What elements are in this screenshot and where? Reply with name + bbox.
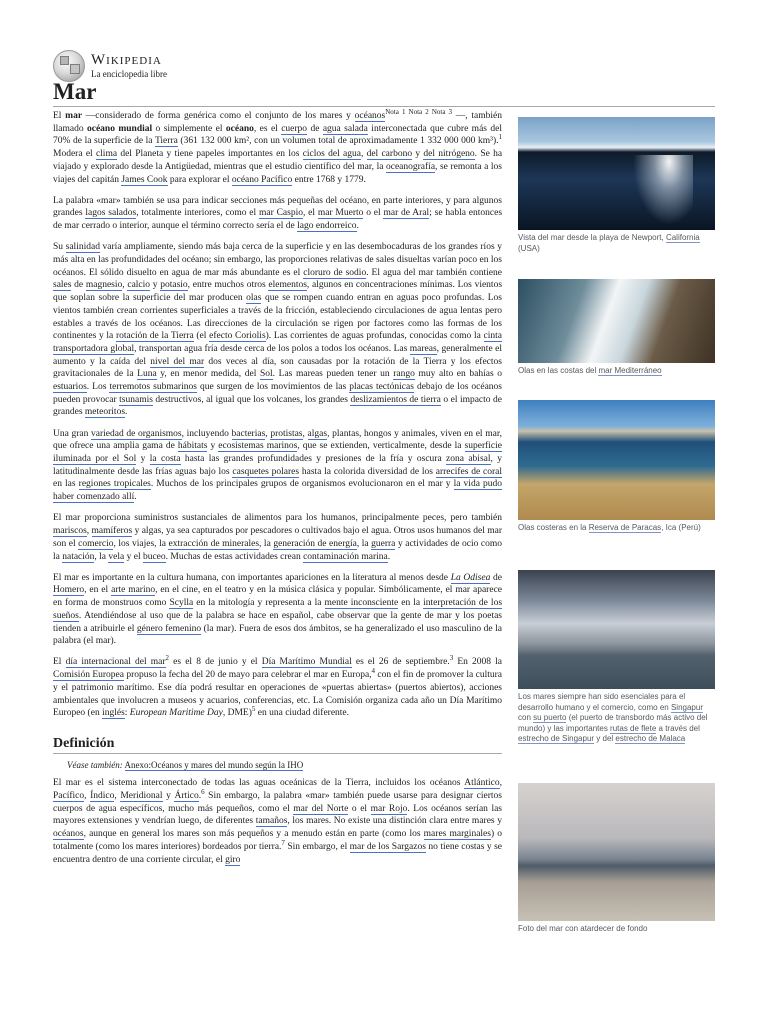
text-run: , totalmente interiores, como el: [136, 208, 259, 219]
article-link[interactable]: La Odisea: [450, 572, 491, 583]
paragraph: [53, 512, 502, 563]
article-link[interactable]: calcio: [127, 280, 151, 291]
footnote-ref[interactable]: 4: [371, 666, 376, 675]
text-run: mar: [65, 111, 83, 121]
article-link[interactable]: Pacífico: [53, 791, 85, 802]
article-link[interactable]: tamaños: [255, 816, 288, 827]
figure-caption: [518, 366, 715, 377]
text-run: (el puerto de transbordo más activo del mundo) y las importantes: [518, 713, 708, 733]
article-link[interactable]: estrecho de Malaca: [615, 734, 686, 743]
text-run: y: [136, 454, 150, 465]
text-run: , generalmente el aumento y la caída del: [53, 343, 502, 367]
text-run: El mar es el sistema interconectado de todas las aguas oceánicas de la Tierra, incluidos los océanos: [53, 778, 465, 789]
text-run: European Maritime Day: [129, 708, 223, 719]
text-run: La palabra «mar» también se usa para indicar secciones más pequeñas del océano, en parte interiores, y para algunos grandes: [53, 195, 502, 219]
article-link[interactable]: mar de los Sargazos: [349, 841, 426, 852]
article-link[interactable]: sales: [53, 280, 72, 291]
text-run: es el 8 de junio y el: [169, 657, 262, 668]
text-run: o el: [363, 208, 384, 219]
article-link[interactable]: cloruro de sodio: [303, 267, 367, 278]
footnote-ref[interactable]: 7: [281, 838, 285, 847]
text-run: , es el: [253, 123, 282, 134]
article-link[interactable]: variedad de organismos: [91, 428, 182, 439]
article-link[interactable]: Tierra: [154, 136, 178, 147]
text-run: , incluyendo: [181, 428, 232, 439]
text-run: Foto del mar con atardecer de fondo: [518, 924, 648, 933]
article-link[interactable]: la vida pudo haber comenzado allí: [53, 479, 502, 503]
article-link[interactable]: mariscos: [53, 526, 87, 537]
text-run: es el 26 de septiembre.: [351, 657, 450, 668]
article-link[interactable]: mar Rojo: [370, 803, 408, 814]
article-link[interactable]: lago endorreico: [297, 221, 357, 232]
article-link[interactable]: Ártico: [174, 791, 199, 802]
wikipedia-wordmark: [91, 53, 167, 79]
text-run: en las: [53, 479, 79, 490]
paragraph: [53, 428, 502, 504]
text-run: (la mar). Fuera de esos dos ámbitos, se ha generalizado el uso masculino de la palabra (el mar).: [53, 623, 502, 647]
text-run: ,: [114, 791, 121, 802]
text-run: y: [412, 149, 424, 160]
article-link[interactable]: Homero: [53, 585, 85, 596]
text-run: , en el: [84, 585, 112, 596]
text-run: , entre muchos otros: [187, 280, 269, 291]
article-link[interactable]: oceanografía: [385, 161, 436, 172]
hatnote-link[interactable]: Anexo:Océanos y mares del mundo según la IHO: [124, 759, 304, 770]
article-link[interactable]: algas: [307, 428, 328, 439]
article-link[interactable]: océano Pacífico: [231, 174, 293, 185]
photo-sea-sunset[interactable]: [518, 783, 715, 921]
text-run: , y latitudinalmente desde las frías aguas bajo los: [53, 454, 503, 477]
article-link[interactable]: California: [665, 233, 700, 242]
article-link[interactable]: potasio: [160, 280, 188, 291]
article-link[interactable]: zona abisal: [446, 454, 491, 465]
text-run: con: [518, 713, 534, 722]
text-run: que se rompen cuando entran en aguas poco profundas. Los vientos también crean corrientes superficiales a través de la fricción, estableciendo circulaciones de agua lentas pero estables a través de los océanos. Las direcciones de la circulación se rigen por factores como las formas de los continentes y la: [53, 293, 502, 342]
paragraph: [53, 572, 502, 648]
text-run: para explorar el: [167, 174, 232, 185]
article-body: [53, 107, 503, 875]
page-title: Mar: [53, 78, 715, 107]
text-run: , la: [356, 538, 372, 549]
article-link[interactable]: día internacional del mar: [65, 657, 166, 668]
text-run: (361 132 000 km², con un volumen total de aproximadamente 1 332 000 000 km³).: [177, 136, 499, 147]
text-run: no tiene costas y se encuentra dentro de una corriente circular, el: [53, 841, 502, 865]
article-link[interactable]: bacterias: [231, 428, 266, 439]
article-link[interactable]: magnesio: [85, 280, 123, 291]
paragraph: [53, 656, 502, 720]
text-run: , en el cine, en el teatro y en la música clásica y popular. Simbólicamente, el mar aparece en forma de monstruos como: [53, 585, 503, 609]
figure-newport: [518, 117, 715, 254]
text-run: Los mares siempre han sido esenciales para el desarrollo humano y el comercio, como en: [518, 692, 686, 712]
figure-sunset: [518, 783, 715, 935]
article-link[interactable]: mente inconsciente: [324, 598, 399, 609]
text-run: Sin embargo, el: [284, 841, 350, 852]
article-link[interactable]: mar del Norte: [293, 803, 349, 814]
text-run: —, también llamado: [53, 111, 502, 134]
photo-waves-mediterranean[interactable]: [518, 279, 715, 363]
article-link[interactable]: superficie iluminada por el Sol: [53, 441, 502, 465]
article-link[interactable]: agua salada: [322, 123, 368, 134]
text-run: , plantas, hongos y animales, viven en el mar, que ofrece una amplia gama de: [53, 428, 502, 452]
paragraph: [53, 195, 502, 233]
article-link[interactable]: protistas: [270, 428, 303, 439]
text-run: .: [356, 221, 359, 232]
text-run: océano mundial: [87, 123, 153, 134]
article-link[interactable]: giro: [225, 854, 241, 865]
article-link[interactable]: la costa: [149, 454, 181, 465]
text-run: . Atendiéndose al uso que de la palabra se hace en español, cabe observar que la gente de mar y los poetas tienden a atribuirle el: [53, 610, 502, 634]
photo-paracas-coast[interactable]: [518, 400, 715, 520]
text-run: en la mitología y representa a la: [193, 598, 325, 609]
figure-singapore: [518, 570, 715, 745]
text-run: , que se extienden, verticalmente, desde la: [297, 441, 465, 452]
article-link[interactable]: tsunamis: [119, 394, 153, 405]
text-run: , transportan agua fría desde cerca de los polos a todos los océanos. Las: [134, 343, 410, 354]
text-run: propuso la fecha del 20 de mayo para celebrar el mar en Europa,: [124, 670, 372, 681]
article-link[interactable]: su puerto: [533, 713, 567, 722]
article-link[interactable]: contaminación marina: [303, 551, 388, 562]
article-link[interactable]: Reserva de Paracas: [588, 523, 662, 532]
text-run: (USA): [518, 243, 540, 253]
text-run: de: [490, 572, 503, 583]
text-run: ,: [302, 428, 308, 439]
article-link[interactable]: estrecho de Singapur: [518, 734, 595, 743]
paragraph: [53, 107, 503, 186]
article-link[interactable]: casquetes polares: [232, 466, 300, 477]
article-link[interactable]: mar Mediterráneo: [598, 366, 662, 375]
text-run: de: [71, 280, 86, 291]
text-run: .: [198, 791, 202, 802]
article-link[interactable]: extracción de minerales: [168, 538, 260, 549]
article-link[interactable]: James Cook: [121, 174, 168, 185]
text-run: y el: [124, 551, 143, 562]
article-link[interactable]: buceo: [142, 551, 166, 562]
article-link[interactable]: cinta transportadora global: [53, 331, 502, 354]
article-link[interactable]: Sol: [259, 369, 273, 380]
text-run: destructivos, al igual que los volcanes, los grandes: [152, 394, 351, 405]
text-run: El: [53, 111, 66, 121]
article-link[interactable]: placas tectónicas: [349, 382, 414, 393]
text-run: hasta las grandes profundidades y presiones de la fría y oscura: [180, 454, 447, 465]
text-run: debajo de los océanos pueden provocar: [53, 382, 503, 405]
footnote-ref[interactable]: Nota 1 Nota 2 Nota 3: [385, 107, 453, 116]
text-run: . Muchas de estas actividades crean: [165, 551, 304, 562]
text-run: ,: [86, 526, 92, 537]
article-link[interactable]: clima: [95, 149, 118, 160]
footnote-ref[interactable]: 6: [201, 787, 205, 796]
figure-caption: [518, 233, 715, 254]
article-link[interactable]: estuarios: [53, 382, 87, 393]
footnote-ref[interactable]: 2: [165, 654, 170, 663]
text-run: con el fin de promover la cultura y el patrimonio marítimo. Ese día podrá resultar en operaciones de «puertas abiertas» (puertos abiertos), acciones ambientales que involucren a museos y acuarios, conferencias, etc. La Comisión organiza cada año un Día Marítimo Europeo (en: [53, 670, 502, 719]
paragraph: [53, 241, 502, 419]
article-link[interactable]: mar de Aral: [383, 208, 430, 219]
article-link[interactable]: océanos: [354, 111, 386, 121]
figure-caption: [518, 692, 715, 745]
text-run: Olas en las costas del: [518, 366, 599, 375]
text-run: Vista del mar desde la playa de Newport,: [518, 233, 666, 242]
article-link[interactable]: género femenino: [136, 623, 202, 634]
article-link[interactable]: meteoritos: [84, 407, 126, 418]
article-link[interactable]: lagos salados: [85, 208, 137, 219]
article-link[interactable]: inglés: [102, 708, 125, 719]
article-link[interactable]: Atlántico: [464, 778, 500, 789]
text-run: .: [134, 492, 137, 503]
article-link[interactable]: arrecifes de coral: [435, 466, 502, 477]
article-link[interactable]: del nitrógeno: [423, 149, 475, 160]
text-run: . Muchos de los principales grupos de organismos evolucionaron en el mar y: [150, 479, 454, 490]
article-link[interactable]: rango: [393, 369, 415, 380]
text-run: , los mares. No existe una distinción clara entre mares y: [287, 816, 502, 827]
text-run: . Los: [86, 382, 110, 393]
article-link[interactable]: Meridional: [120, 791, 163, 802]
text-run: o simplemente el: [152, 123, 226, 134]
text-run: en una ciudad diferente.: [255, 708, 350, 719]
text-run: . Las mareas pueden tener un: [272, 369, 394, 380]
footnote-ref[interactable]: 1: [498, 133, 503, 142]
text-run: , se remonta a los viajes del capitán: [53, 161, 502, 185]
article-link[interactable]: Día Marítimo Mundial: [261, 657, 352, 668]
article-link[interactable]: deslizamientos de tierra: [350, 394, 441, 405]
text-run: ,: [360, 149, 367, 160]
article-link[interactable]: generación de energía: [273, 538, 357, 549]
article-link[interactable]: rotación de la Tierra: [115, 331, 194, 342]
article-link[interactable]: comercio: [78, 538, 114, 549]
article-link[interactable]: del carbono: [366, 149, 413, 160]
text-run: , aunque en general los mares son más pequeños y a menudo están en parte (como los: [83, 829, 424, 840]
figure-mediterranean: [518, 279, 715, 377]
photo-singapore-port[interactable]: [518, 570, 715, 689]
text-run: Sin embargo, la palabra «mar» también puede usarse para designar ciertos cuerpos de agua específicos, mucho más pequeños, como el: [53, 791, 503, 814]
figure-caption: [518, 523, 715, 534]
article-link[interactable]: arte marino: [111, 585, 156, 596]
text-run: océano: [225, 123, 254, 134]
text-run: (el: [193, 331, 210, 342]
text-run: a través del: [656, 723, 700, 733]
article-link[interactable]: efecto Coriolis: [209, 331, 266, 342]
text-run: hasta la colorida diversidad de los: [299, 466, 436, 477]
text-run: y actividades de ocio como la: [53, 538, 502, 562]
site-tagline: La enciclopedia libre: [91, 69, 167, 79]
article-link[interactable]: olas: [246, 293, 262, 304]
article-link[interactable]: mamíferos: [91, 526, 133, 537]
text-run: interconectada que cubre más del 70% de la superficie de la: [53, 123, 502, 147]
text-run: y: [207, 441, 219, 452]
text-run: que surgen de los movimientos de las: [196, 382, 350, 393]
article-link[interactable]: ciclos del agua: [302, 149, 361, 160]
text-run: En 2008 la: [453, 657, 502, 668]
text-run: dos veces al día, son causadas por la rotación de la Tierra y los efectos gravitacionales de la: [53, 356, 502, 380]
text-run: en la: [398, 598, 424, 609]
article-link[interactable]: nivel del mar: [150, 356, 205, 367]
article-link[interactable]: mares marginales: [423, 829, 491, 840]
figure-caption: [518, 924, 715, 935]
text-run: , Ica (Perú): [661, 523, 701, 532]
text-run: . Los océanos serían las mayores extensiones y vendrían luego, de diferentes: [53, 803, 503, 827]
article-link[interactable]: Scylla: [169, 598, 194, 609]
text-run: , algunos en concentraciones mínimas. Los vientos que soplan sobre la superficie del mar producen: [53, 280, 503, 304]
article-link[interactable]: mar Caspio: [258, 208, 303, 219]
text-run: ,: [265, 428, 271, 439]
text-run: y, en menor medida, del: [156, 369, 260, 380]
text-run: muy alto en bahías o: [414, 369, 502, 380]
article-link[interactable]: Luna: [137, 369, 157, 380]
text-run: y: [150, 280, 161, 291]
article-link[interactable]: interpretación de los sueños: [53, 598, 503, 621]
text-run: o el impacto de grandes: [53, 394, 502, 418]
article-link[interactable]: regiones tropicales: [78, 479, 151, 490]
text-run: y del: [594, 734, 616, 743]
text-run: , la: [259, 538, 274, 549]
article-link[interactable]: Singapur: [670, 702, 703, 712]
article-link[interactable]: mareas: [409, 343, 437, 354]
text-run: de: [307, 123, 323, 134]
footnote-ref[interactable]: 5: [251, 705, 256, 714]
text-run: ,: [122, 280, 128, 291]
section-heading: Definición: [53, 738, 502, 754]
figure-paracas: [518, 400, 715, 534]
article-link[interactable]: elementos: [268, 280, 307, 291]
text-run: varía ampliamente, siendo más baja cerca de la superficie y en las desembocaduras de los grandes ríos y más alta en las profundidades del océano; sin embargo, las proporciones relativas de sales disueltas varían poco en los océanos. El sólido disuelto en agua de mar más abundante es el: [53, 242, 502, 278]
text-run: El mar es importante en la cultura humana, con importantes apariciones en la literatura al menos desde: [53, 572, 451, 583]
text-run: , los viajes, la: [113, 538, 169, 549]
paragraph: [53, 777, 502, 866]
article-link[interactable]: Comisión Europea: [53, 670, 124, 681]
text-run: Su: [53, 242, 66, 253]
text-run: del Planeta y tiene papeles importantes en los: [117, 149, 303, 160]
article-link[interactable]: vela: [108, 551, 125, 562]
text-run: . El agua del mar también contiene: [366, 267, 502, 278]
article-link[interactable]: salinidad: [65, 242, 100, 253]
text-run: El mar proporciona suministros sustanciales de alimentos para los humanos, principalmente peces, pero también: [53, 513, 502, 524]
article-link[interactable]: guerra: [371, 538, 396, 549]
text-run: ,: [84, 791, 91, 802]
article-link[interactable]: Índico: [90, 791, 115, 802]
text-run: , la: [94, 551, 109, 562]
text-run: Modera el: [53, 149, 96, 160]
text-run: entre 1768 y 1779.: [292, 174, 366, 185]
article-link[interactable]: natación: [62, 551, 95, 562]
text-run: ). Las corrientes de aguas profundas, conocidas como la: [265, 331, 484, 342]
text-run: Olas costeras en la: [518, 523, 589, 532]
text-run: y algas, ya sea capturados por pescadores o cultivados bajo el agua. Otros usos humanos del mar son el: [53, 526, 502, 549]
text-run: . Se ha viajado y explorado desde la Antigüedad, mientras que el estudio científico del mar, la: [53, 149, 503, 172]
article-link[interactable]: terremotos submarinos: [109, 382, 197, 393]
text-run: —considerado de forma genérica como el conjunto de los mares y: [82, 111, 355, 121]
text-run: ; se habla entonces de mar cerrado o interior, aunque el término correcto sería el de: [53, 208, 503, 232]
article-link[interactable]: rutas de flete: [610, 723, 657, 733]
text-run: ,: [499, 778, 502, 789]
hatnote-label: Véase también:: [67, 759, 123, 770]
article-link[interactable]: hábitats: [177, 441, 208, 452]
article-link[interactable]: mar Muerto: [317, 208, 364, 219]
site-name: Wikipedia: [91, 52, 162, 68]
article-link[interactable]: cuerpo: [281, 123, 308, 134]
text-run: ) o totalmente (como los mares interiores) bordeados por tierra.: [53, 829, 502, 852]
photo-sea-newport[interactable]: [518, 117, 715, 230]
text-run: .: [387, 551, 391, 562]
article-link[interactable]: océanos: [53, 829, 84, 840]
text-run: , el: [302, 208, 318, 219]
text-run: El: [53, 657, 66, 668]
footnote-ref[interactable]: 3: [449, 654, 454, 663]
text-run: , DME): [222, 708, 252, 719]
article-link[interactable]: ecosistemas marinos: [218, 441, 298, 452]
hatnote: [53, 759, 502, 772]
text-run: y: [162, 791, 175, 802]
text-run: :: [124, 708, 130, 719]
text-run: Una gran: [53, 428, 92, 439]
text-run: .: [125, 407, 128, 418]
text-run: o el: [348, 803, 371, 814]
